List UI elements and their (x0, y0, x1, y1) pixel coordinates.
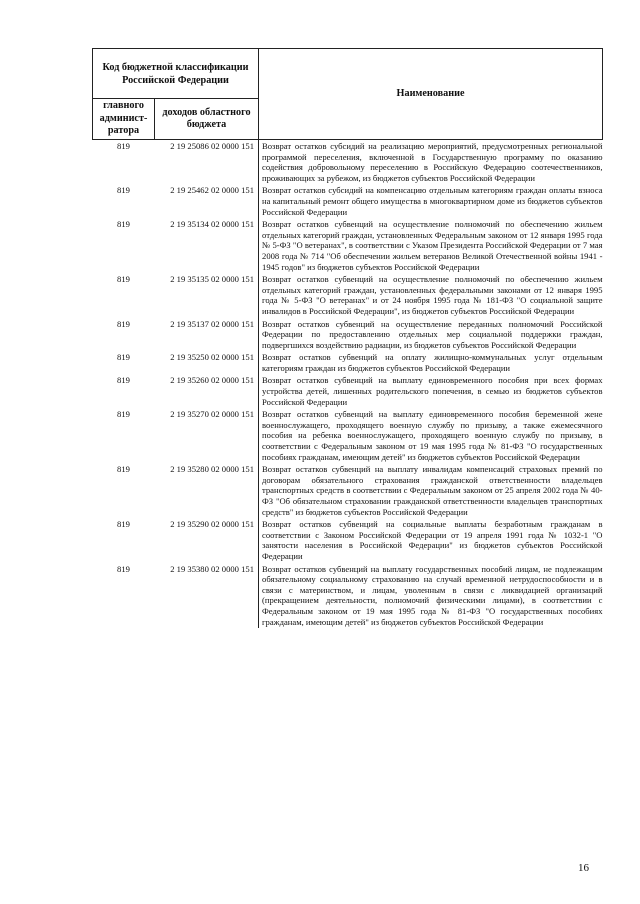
table-row (93, 518, 603, 562)
table-row (93, 351, 603, 374)
table-row (93, 463, 603, 518)
income-description: Возврат остатков субвенций на социальные выплаты безработным гражданам в соответствии с Законом Российской Федерации от 19 апреля 1991 года № 1032-1 "О занятости населения в Российской Федерации" из бюджетов субъектов Российской Федерации (259, 518, 603, 562)
header-main-administrator: главного админист-ратора (93, 99, 155, 140)
administrator-code: 819 (117, 318, 130, 329)
administrator-code: 819 (117, 219, 130, 230)
table-row (93, 563, 603, 629)
income-description: Возврат остатков субвенций на осуществление полномочий по обеспечению жильем отдельных категорий граждан, установленных федеральными законами от 12 января 1995 года № 5-ФЗ "О ветеранах" и от 24 ноября 1995 года № 181-ФЗ "О социальной защите инвалидов в Российской Федерации", из бюджетов субъектов Российской Федерации (259, 273, 603, 317)
income-code: 2 19 35134 02 0000 151 (170, 219, 255, 230)
administrator-code: 819 (117, 464, 130, 475)
table-row (93, 408, 603, 463)
administrator-code: 819 (117, 352, 130, 363)
income-description: Возврат остатков субсидий на реализацию мероприятий, предусмотренных региональной программой переселения, включенной в Государственную программу по оказанию содействия добровольному переселению в Российскую Федерацию соотечественников, проживающих за рубежом, из бюджетов субъектов Российской Федерации (259, 140, 603, 185)
administrator-code: 819 (117, 519, 130, 530)
administrator-code: 819 (117, 563, 130, 574)
administrator-code: 819 (117, 274, 130, 285)
income-code: 2 19 25462 02 0000 151 (170, 185, 255, 196)
income-description: Возврат остатков субвенций на выплату государственных пособий лицам, не подлежащим обязательному социальному страхованию на случай временной нетрудоспособности и в связи с материнством, и лицам, уволенным в связи с ликвидацией организаций (прекращением деятельности, полномочий физическими лицами), в соответствии с Федеральным законом от 19 мая 1995 года № 81-ФЗ "О государственных пособиях гражданам, имеющим детей" из бюджетов субъектов Российской Федерации (259, 563, 603, 629)
income-code: 2 19 25086 02 0000 151 (170, 141, 255, 151)
income-code: 2 19 35260 02 0000 151 (170, 375, 255, 386)
table-row (93, 218, 603, 273)
income-code: 2 19 35280 02 0000 151 (170, 464, 255, 475)
income-code: 2 19 35270 02 0000 151 (170, 409, 255, 420)
income-code: 2 19 35250 02 0000 151 (170, 352, 255, 363)
header-budget-classification-code: Код бюджетной классификации Российской Федерации (93, 49, 259, 99)
budget-classification-table (92, 48, 603, 628)
income-code: 2 19 35380 02 0000 151 (170, 563, 255, 574)
administrator-code: 819 (117, 375, 130, 386)
header-name: Наименование (259, 49, 603, 140)
administrator-code: 819 (117, 185, 130, 196)
administrator-code: 819 (117, 409, 130, 420)
table-row (93, 318, 603, 352)
income-description: Возврат остатков субвенций на осуществление переданных полномочий Российской Федерации по предоставлению отдельных мер социальной поддержки граждан, подвергшихся воздействию радиации, из бюджетов субъектов Российской Федерации (259, 318, 603, 352)
administrator-code: 819 (117, 141, 130, 151)
income-description: Возврат остатков субвенций на осуществление полномочий по обеспечению жильем отдельных категорий граждан, установленных Федеральным законом от 12 января 1995 года № 5-ФЗ "О ветеранах", в соответствии с Указом Президента Российской Федерации от 7 мая 2008 года № 714 "Об обеспечении жильем ветеранов Великой Отечественной войны 1941 - 1945 годов" из бюджетов субъектов Российской Федерации (259, 218, 603, 273)
income-description: Возврат остатков субвенций на выплату единовременного пособия беременной жене военнослужащего, проходящего военную службу по призыву, а также ежемесячного пособия на ребенка военнослужащего, проходящего военную службу по призыву, в соответствии с Федеральным законом от 19 мая 1995 года № 81-ФЗ "О государственных пособиях гражданам, имеющим детей" из бюджетов субъектов Российской Федерации (259, 408, 603, 463)
page-number: 16 (578, 862, 589, 874)
table-row (93, 374, 603, 408)
header-regional-budget-income: доходов областного бюджета (155, 99, 259, 140)
income-description: Возврат остатков субвенций на выплату инвалидам компенсаций страховых премий по договорам обязательного страхования гражданской ответственности владельцев транспортных средств в соответствии с Федеральным законом от 25 апреля 2002 года № 40-ФЗ "Об обязательном страховании гражданской ответственности владельцев транспортных средств" из бюджетов субъектов Российской Федерации (259, 463, 603, 518)
income-description: Возврат остатков субвенций на выплату единовременного пособия при всех формах устройства детей, лишенных родительского попечения, в семью из бюджетов субъектов Российской Федерации (259, 374, 603, 408)
income-code: 2 19 35290 02 0000 151 (170, 519, 255, 530)
table-row (93, 140, 603, 185)
income-description: Возврат остатков субсидий на компенсацию отдельным категориям граждан оплаты взноса на капитальный ремонт общего имущества в многоквартирном доме из бюджетов субъектов Российской Федерации (259, 184, 603, 218)
income-code: 2 19 35135 02 0000 151 (170, 274, 255, 285)
income-code: 2 19 35137 02 0000 151 (170, 318, 255, 329)
income-description: Возврат остатков субвенций на оплату жилищно-коммунальных услуг отдельным категориям граждан из бюджетов субъектов Российской Федерации (259, 351, 603, 374)
table-row (93, 184, 603, 218)
table-row (93, 273, 603, 317)
